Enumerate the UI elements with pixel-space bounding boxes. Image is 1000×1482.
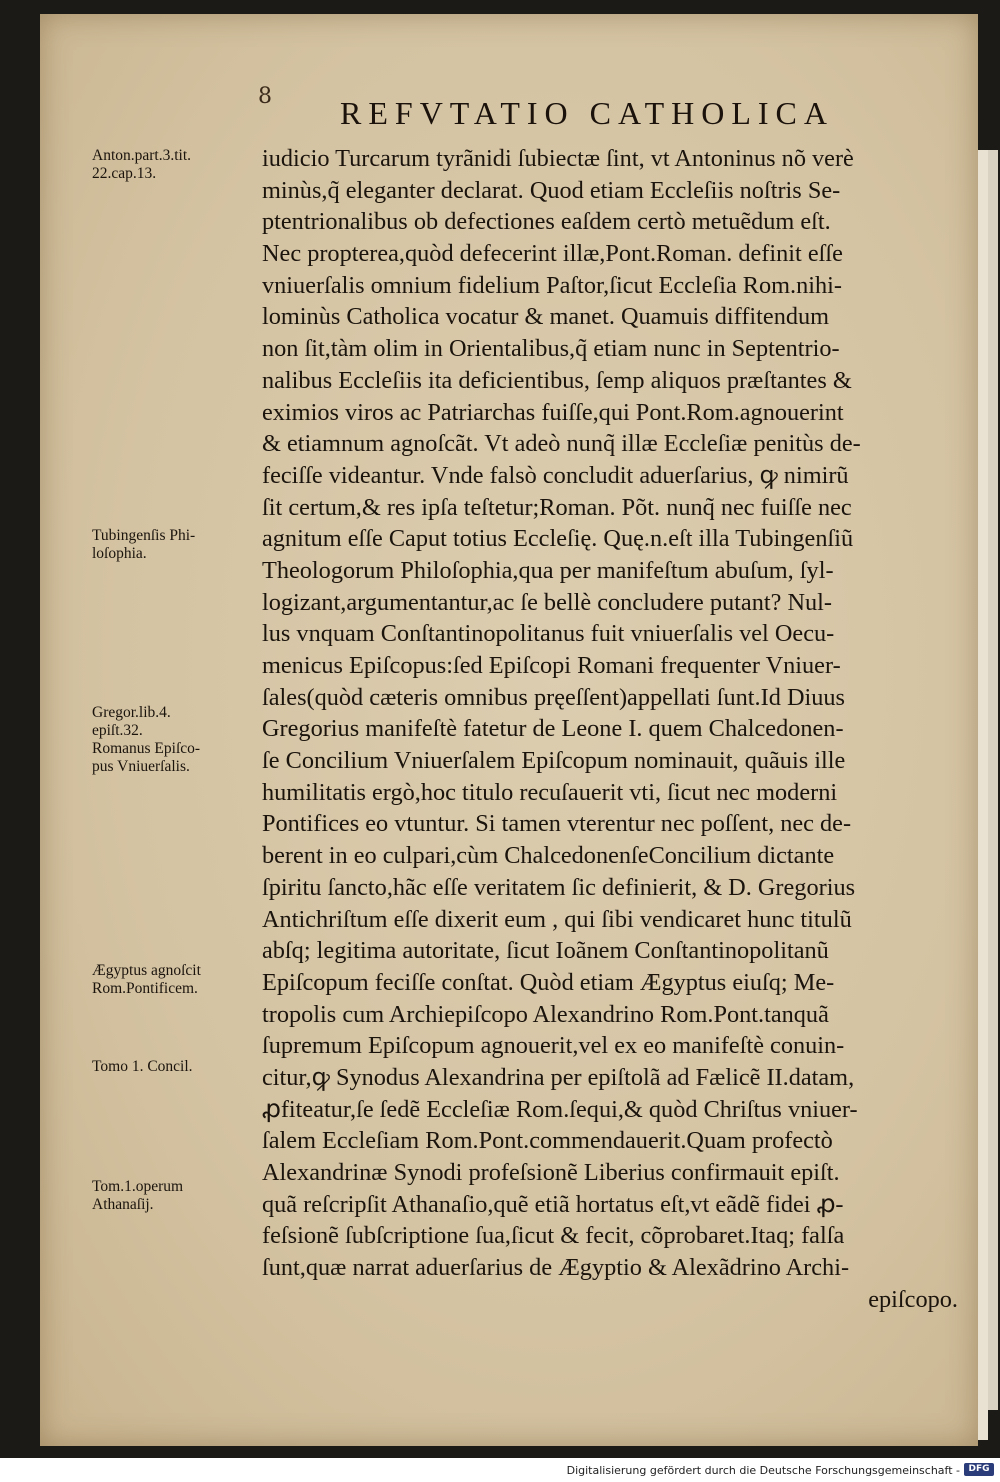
text-line: Gregorius manifeſtè fatetur de Leone I. quem Chalcedonen- — [262, 715, 844, 743]
text-line: non ſit,tàm olim in Orientalibus,q̃ etiam nunc in Septentrio- — [262, 335, 840, 363]
text-line: abſq; legitima autoritate, ſicut Ioãnem Conſtantinopolitanũ — [262, 937, 829, 965]
marginal-note-line: Rom.Pontificem. — [92, 980, 198, 997]
text-line: ptentrionalibus ob defectiones eaſdem certò metuẽdum eſt. — [262, 208, 831, 236]
marginal-note-line: 22.cap.13. — [92, 165, 157, 182]
funding-notice: Digitalisierung gefördert durch die Deutsche Forschungsgemeinschaft - — [566, 1464, 960, 1477]
text-line: ſalem Eccleſiam Rom.Pont.commendauerit.Quam profectò — [262, 1127, 833, 1155]
text-line: agnitum eſſe Caput totius Eccleſię. Quę.n.eſt illa Tubingenſiũ — [262, 525, 854, 553]
running-head: REFVTATIO CATHOLICA — [340, 95, 834, 131]
marginal-note-line: Ægyptus agnoſcit — [92, 962, 201, 979]
text-line: menicus Epiſcopus:ſed Epiſcopi Romani frequenter Vniuer- — [262, 652, 841, 679]
marginal-note-line: epiſt.32. — [92, 722, 143, 739]
text-line: Epiſcopum feciſſe conſtat. Quòd etiam Ægyptus eiuſq; Me- — [262, 968, 835, 996]
marginal-note-line: Anton.part.3.tit. — [92, 147, 192, 164]
text-line: minùs,q̃ eleganter declarat. Quod etiam Eccleſiis noſtris Se- — [262, 176, 841, 204]
text-line: tropolis cum Archiepiſcopo Alexandrino Rom.Pont.tanquã — [262, 1000, 829, 1028]
marginal-note-line: Tubingenſis Phi- — [92, 527, 196, 544]
text-line: nalibus Eccleſiis ita deficientibus, ſemp aliquos præſtantes & — [262, 366, 852, 394]
marginal-note-line: Gregor.lib.4. — [92, 704, 171, 721]
text-line: ſupremum Epiſcopum agnouerit,vel ex eo manifeſtè conuin- — [262, 1032, 845, 1060]
marginal-note — [92, 1058, 252, 1076]
text-line: Pontifices eo vtuntur. Si tamen vterentur nec poſſent, nec de- — [262, 810, 852, 838]
text-line: lus vnquam Conſtantinopolitanus fuit vniuerſalis vel Oecu- — [262, 620, 835, 648]
text-line: & etiamnum agnoſcãt. Vt adeò nunq̃ illæ Eccleſiæ penitùs de- — [262, 430, 861, 458]
text-line: Nec propterea,quòd defecerint illæ,Pont.Roman. definit eſſe — [262, 240, 843, 268]
page-number: 8 — [258, 84, 272, 109]
marginal-note — [92, 704, 252, 776]
text-line: vniuerſalis omnium fidelium Paſtor,ſicut Eccleſia Rom.nihi- — [262, 271, 843, 299]
text-line: ſit certum,& res ipſa teſtetur;Roman. Põt. nunq̃ nec fuiſſe nec — [262, 493, 852, 521]
text-line: Antichriſtum eſſe dixerit eum , qui ſibi vendicaret hunc titulũ — [262, 905, 852, 933]
text-line: ſpiritu ſancto,hãc eſſe veritatem ſic definierit, & D. Gregorius — [262, 873, 856, 901]
marginal-note — [92, 962, 252, 998]
text-line: iudicio Turcarum tyrãnidi ſubiectæ ſint, vt Antoninus nõ verè — [262, 145, 854, 172]
text-line: ſe Concilium Vniuerſalem Epiſcopum nominauit, quãuis ille — [262, 747, 846, 775]
dfg-logo-icon: DFG — [964, 1463, 994, 1476]
text-line: feſsionẽ ſubſcriptione ſua,ſicut & fecit, cõprobaret.Itaq; falſa — [262, 1222, 845, 1250]
marginal-note — [92, 527, 252, 563]
text-line-last: epiſcopo. — [868, 1285, 958, 1313]
text-line: ſunt,quæ narrat aduerſarius de Ægyptio & Alexãdrino Archi- — [262, 1254, 850, 1282]
text-line: feciſſe videantur. Vnde falsò concludit aduerſarius, ꝙ nimirũ — [262, 461, 849, 489]
text-line: quã reſcripſit Athanaſio,quẽ etiã hortatus eſt,vt eãdẽ fidei ꝓ- — [262, 1190, 844, 1218]
marginal-note-line: Athanaſij. — [92, 1196, 154, 1213]
page-edge — [988, 150, 998, 1410]
text-line: humilitatis ergò,hoc titulo recuſauerit vti, ſicut nec moderni — [262, 778, 838, 806]
marginal-note — [92, 1178, 252, 1214]
marginal-note — [92, 147, 252, 183]
text-line: ſales(quòd cæteris omnibus pręeſſent)appellati ſunt.Id Diuus — [262, 683, 845, 711]
body-text — [262, 143, 968, 1315]
text-line: citur,ꝙ Synodus Alexandrina per epiſtolã ad Fælicẽ II.datam, — [262, 1063, 855, 1091]
text-line: logizant,argumentantur,ac ſe bellè concludere putant? Nul- — [262, 588, 832, 616]
text-line: berent in eo culpari,cùm ChalcedonenſeConcilium dictante — [262, 842, 835, 870]
text-line: eximios viros ac Patriarchas fuiſſe,qui Pont.Rom.agnouerint — [262, 398, 844, 426]
text-line: Theologorum Philoſophia,qua per manifeſtum abuſum, ſyl- — [262, 556, 834, 584]
text-line: ꝓfiteatur,ſe ſedẽ Eccleſiæ Rom.ſequi,& quòd Chriſtus vniuer- — [262, 1095, 858, 1123]
marginal-note-line: Romanus Epiſco- — [92, 740, 201, 757]
page-edge — [978, 150, 988, 1440]
text-line: lominùs Catholica vocatur & manet. Quamuis diffitendum — [262, 303, 830, 331]
marginal-note-line: Tomo 1. Concil. — [92, 1058, 193, 1075]
marginal-note-line: Tom.1.operum — [92, 1178, 184, 1195]
text-line: Alexandrinæ Synodi profeſsionẽ Liberius confirmauit epiſt. — [262, 1159, 840, 1186]
marginal-note-line: pus Vniuerſalis. — [92, 758, 190, 775]
marginal-note-line: loſophia. — [92, 545, 147, 562]
